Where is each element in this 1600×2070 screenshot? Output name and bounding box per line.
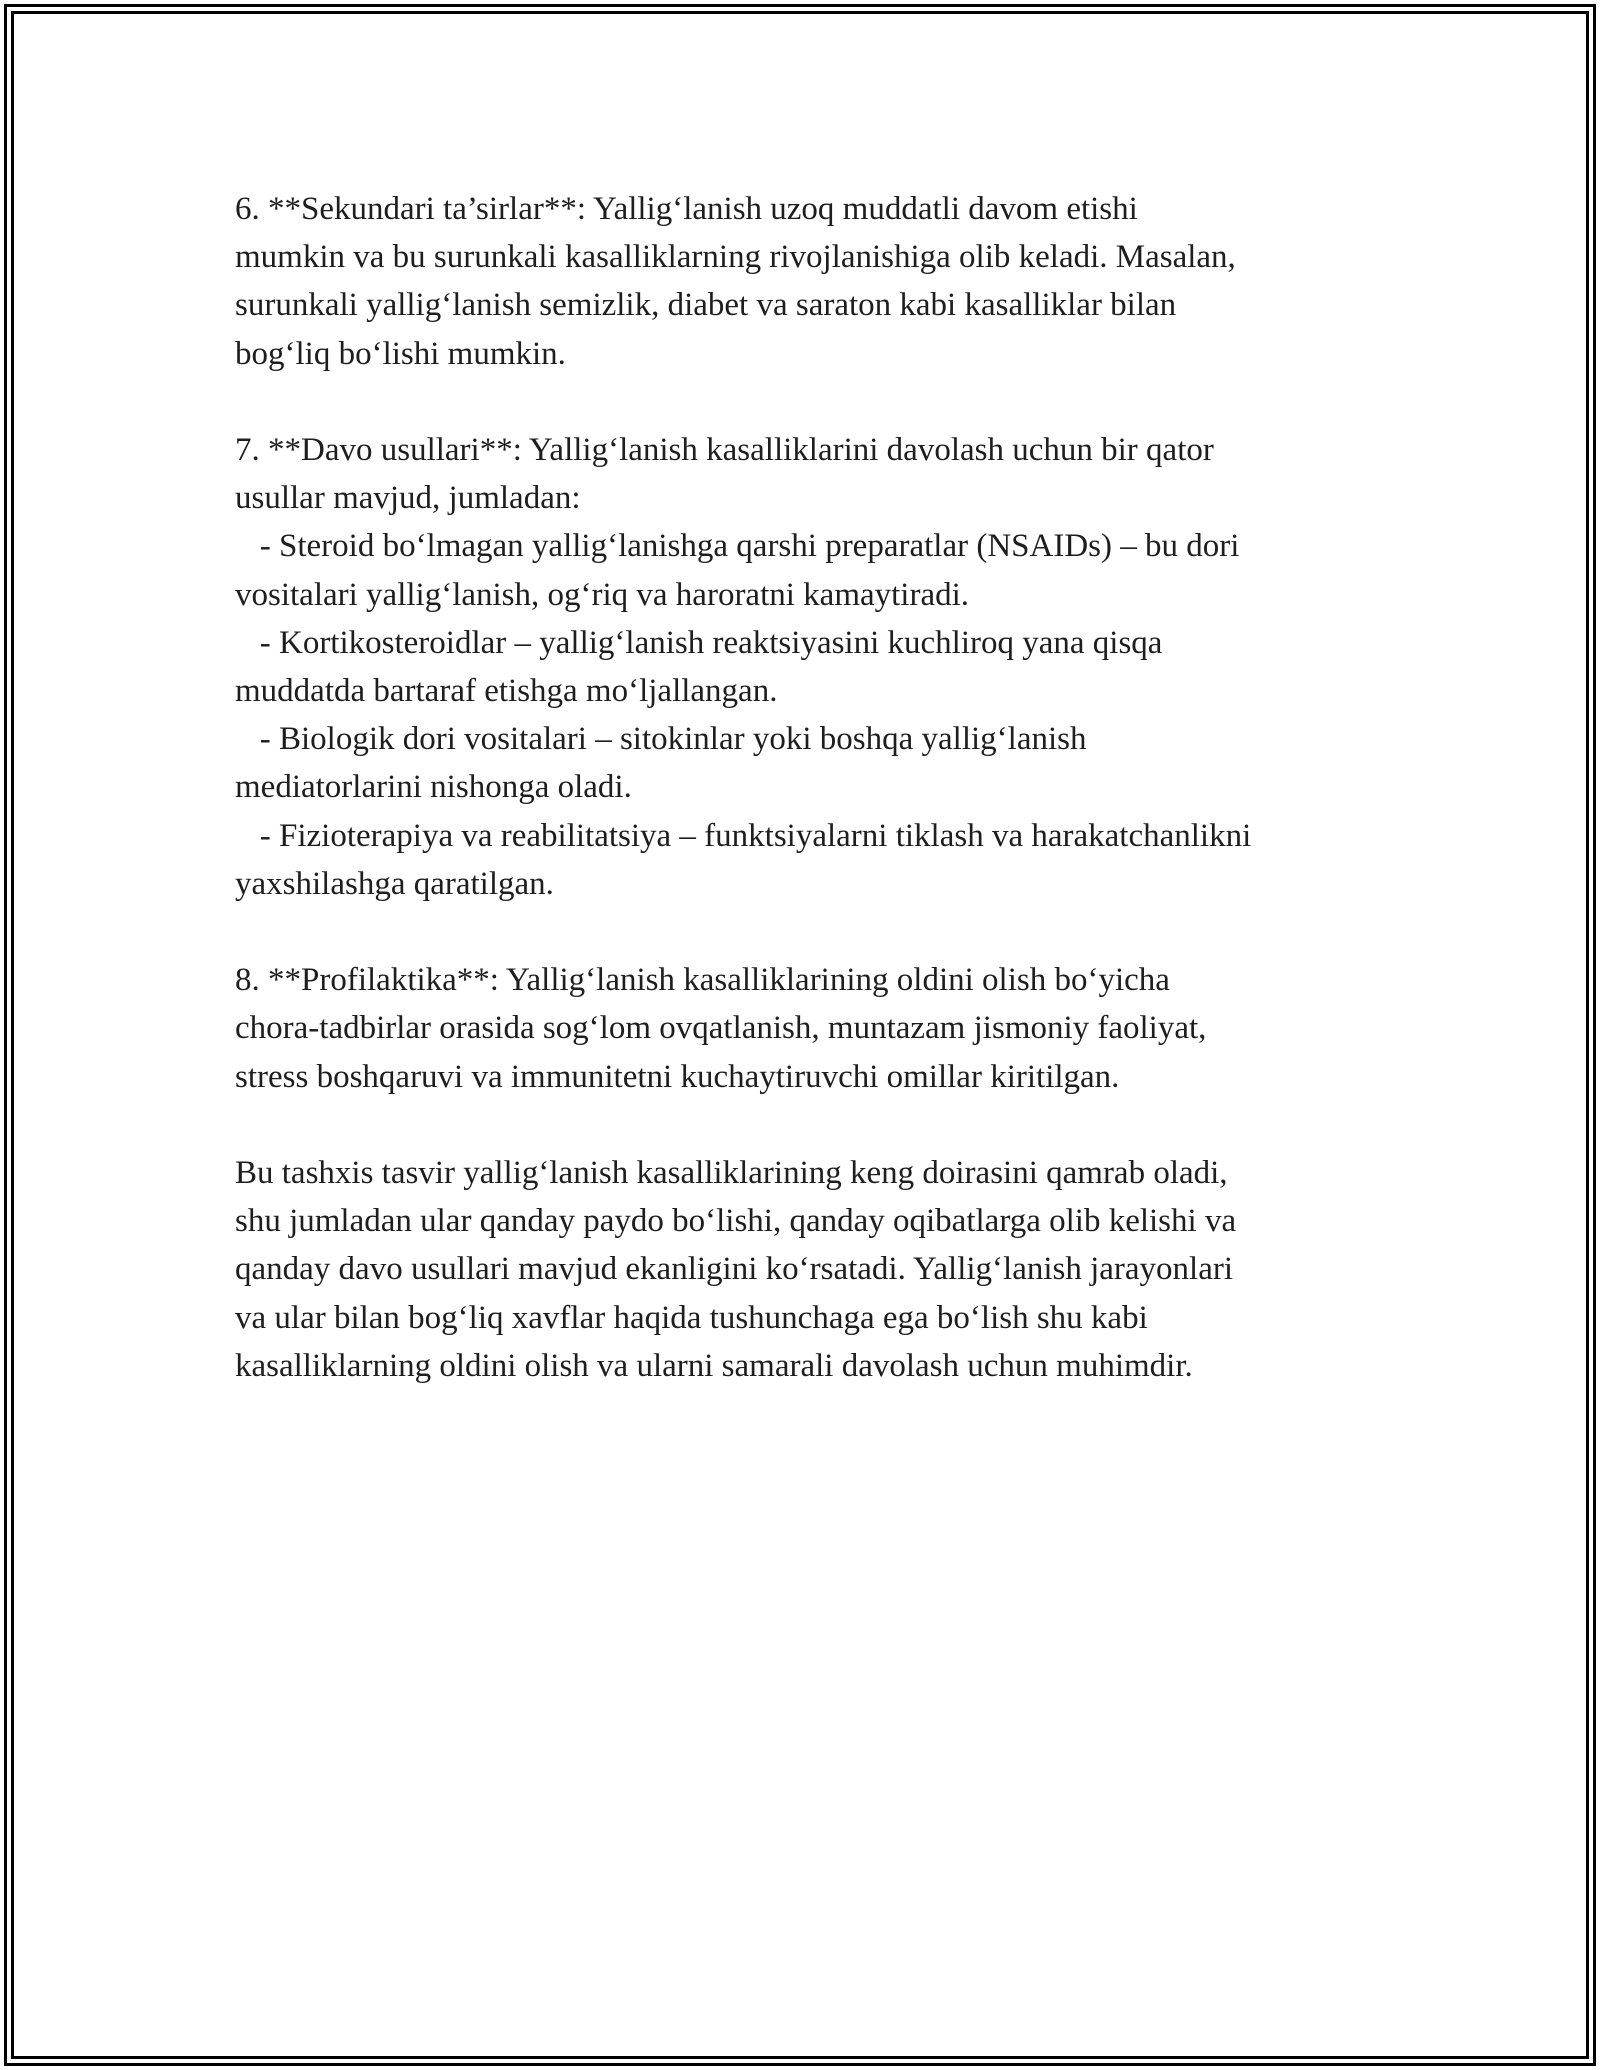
paragraph-prevention	[235, 956, 1395, 1101]
paragraph-treatment-methods	[235, 426, 1395, 908]
text-line: - Fizioterapiya va reabilitatsiya – funktsiyalarni tiklash va harakatchanlikni	[235, 817, 1252, 854]
document-body	[235, 185, 1395, 1438]
text-line: - Kortikosteroidlar – yallig‘lanish reaktsiyasini kuchliroq yana qisqa	[235, 624, 1163, 661]
text-line: 7. **Davo usullari**: Yallig‘lanish kasalliklarini davolash uchun bir qator	[235, 432, 1214, 468]
text-line: bog‘liq bo‘lishi mumkin.	[235, 335, 566, 372]
text-line: kasalliklarning oldini olish va ularni samarali davolash uchun muhimdir.	[235, 1347, 1193, 1384]
text-line: qanday davo usullari mavjud ekanligini ko‘rsatadi. Yallig‘lanish jarayonlari	[235, 1251, 1234, 1288]
text-line: yaxshilashga qaratilgan.	[235, 865, 554, 902]
text-line: 6. **Sekundari ta’sirlar**: Yallig‘lanish uzoq muddatli davom etishi	[235, 191, 1138, 227]
text-line: va ular bilan bog‘liq xavflar haqida tushunchaga ega bo‘lish shu kabi	[235, 1299, 1148, 1336]
text-line: 8. **Profilaktika**: Yallig‘lanish kasalliklarining oldini olish bo‘yicha	[235, 962, 1170, 999]
text-line: usullar mavjud, jumladan:	[235, 480, 581, 517]
text-line: vositalari yallig‘lanish, og‘riq va haroratni kamaytiradi.	[235, 576, 970, 613]
text-line: mediatorlarini nishonga oladi.	[235, 769, 632, 806]
text-line: chora-tadbirlar orasida sog‘lom ovqatlanish, muntazam jismoniy faoliyat,	[235, 1010, 1207, 1047]
text-line: Bu tashxis tasvir yallig‘lanish kasalliklarining keng doirasini qamrab oladi,	[235, 1155, 1228, 1192]
text-line: surunkali yallig‘lanish semizlik, diabet va saraton kabi kasalliklar bilan	[235, 287, 1177, 324]
text-line: muddatda bartaraf etishga mo‘ljallangan.	[235, 673, 778, 710]
text-line: - Biologik dori vositalari – sitokinlar yoki boshqa yallig‘lanish	[235, 721, 1087, 758]
text-line: mumkin va bu surunkali kasalliklarning rivojlanishiga olib keladi. Masalan,	[235, 239, 1236, 276]
paragraph-conclusion	[235, 1149, 1395, 1390]
text-line: stress boshqaruvi va immunitetni kuchaytiruvchi omillar kiritilgan.	[235, 1058, 1120, 1095]
text-line: shu jumladan ular qanday paydo bo‘lishi, qanday oqibatlarga olib kelishi va	[235, 1203, 1237, 1240]
text-line: - Steroid bo‘lmagan yallig‘lanishga qarshi preparatlar (NSAIDs) – bu dori	[235, 528, 1240, 565]
paragraph-side-effects	[235, 185, 1395, 378]
